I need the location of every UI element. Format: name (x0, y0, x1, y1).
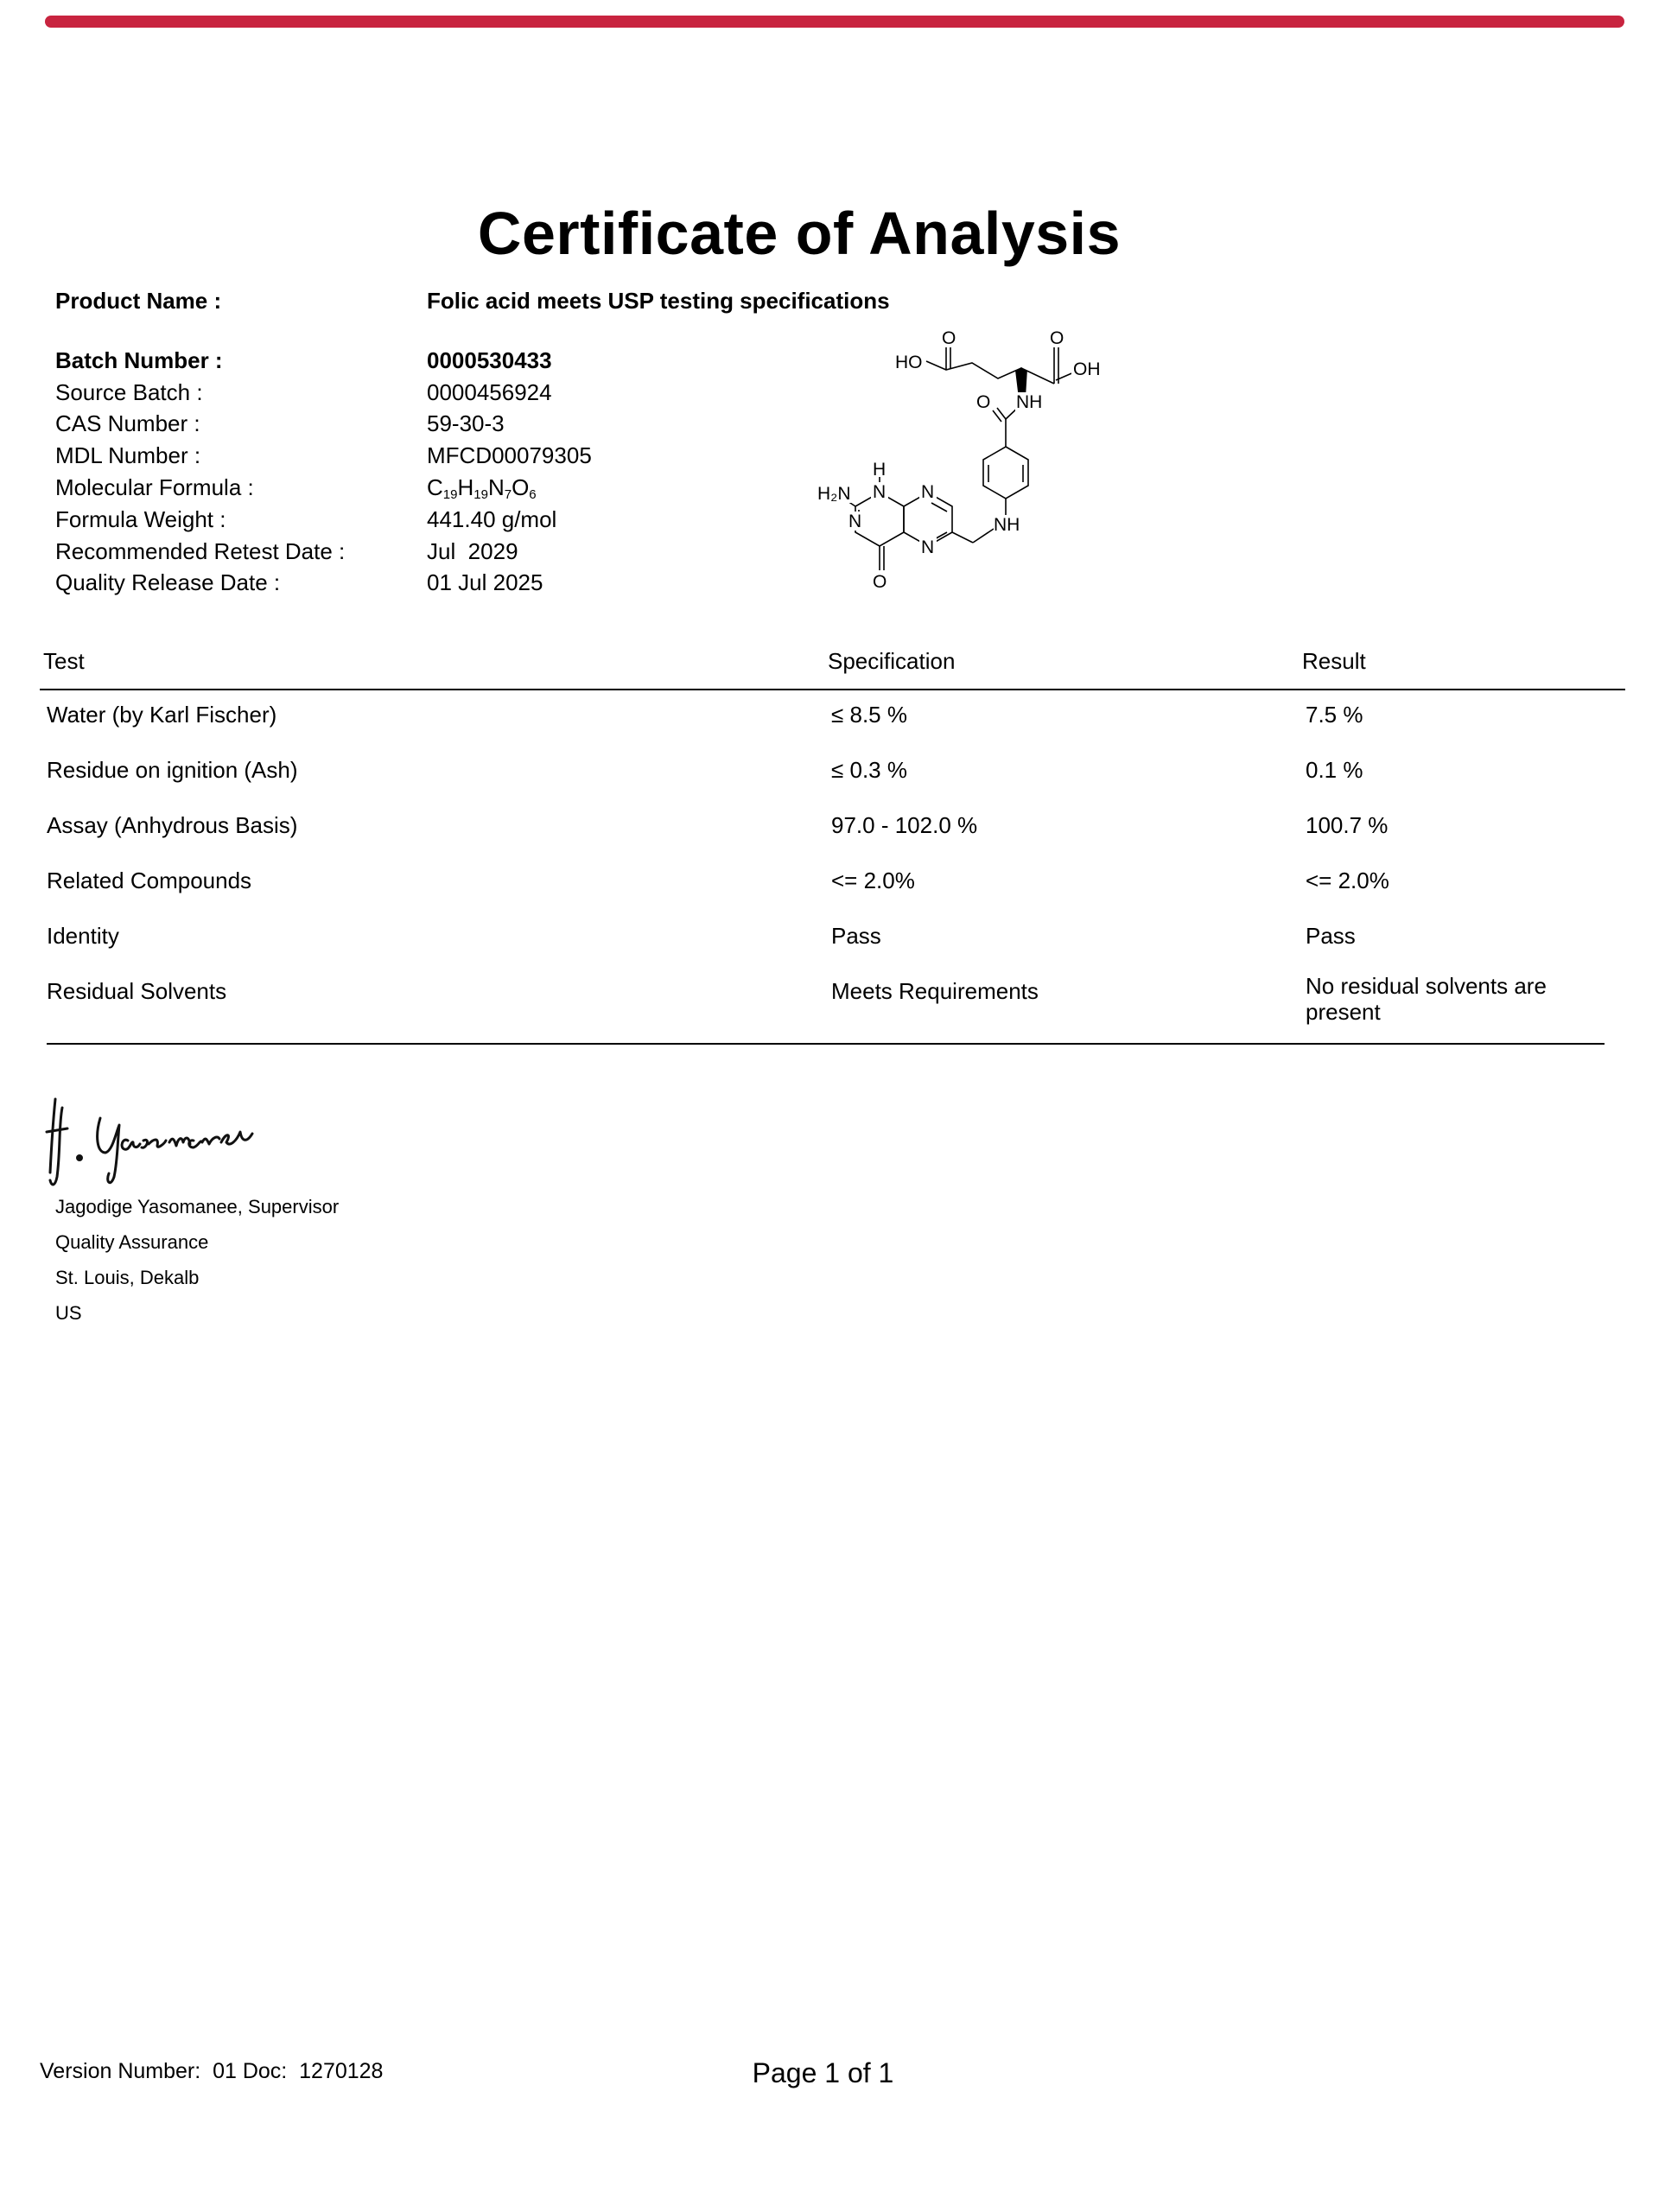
spec-cell: ≤ 8.5 % (831, 702, 907, 728)
result-cell: Pass (1306, 923, 1356, 949)
atom-label: N (848, 512, 862, 531)
column-header-result: Result (1302, 648, 1366, 674)
version-number: Version Number: 01 Doc: 1270128 (40, 2059, 384, 2083)
spec-cell: ≤ 0.3 % (831, 757, 907, 783)
product-name-value: Folic acid meets USP testing specifications (427, 288, 890, 314)
spec-cell: Meets Requirements (831, 978, 1039, 1004)
test-cell: Identity (47, 923, 119, 949)
result-cell: 7.5 % (1306, 702, 1363, 728)
mdl-number-value: MFCD00079305 (427, 442, 592, 469)
result-cell: 100.7 % (1306, 812, 1389, 838)
release-date-value: 01 Jul 2025 (427, 569, 543, 596)
atom-label: OH (1073, 359, 1101, 379)
results-table-header (41, 648, 1624, 691)
formula-weight-value: 441.40 g/mol (427, 505, 557, 532)
spec-cell: 97.0 - 102.0 % (831, 812, 978, 838)
header-accent-bar (45, 16, 1624, 28)
test-cell: Water (by Karl Fischer) (47, 702, 277, 728)
atom-label: H₂N (817, 484, 851, 504)
atom-label: H (873, 460, 887, 480)
table-top-rule (40, 689, 1625, 690)
signatory-country: US (55, 1302, 82, 1324)
field-label: Formula Weight : (55, 505, 226, 532)
signatory-block (55, 1194, 339, 1336)
test-cell: Residue on ignition (Ash) (47, 757, 298, 783)
atom-label: O (942, 328, 956, 348)
field-label: MDL Number : (55, 442, 201, 469)
retest-date-value: Jul 2029 (427, 537, 518, 564)
atom-label: O (976, 392, 991, 412)
signatory-name: Jagodige Yasomanee, Supervisor (55, 1196, 340, 1217)
column-header-test: Test (43, 648, 85, 674)
test-cell: Residual Solvents (47, 978, 227, 1004)
field-label: Recommended Retest Date : (55, 537, 346, 564)
field-label: Source Batch : (55, 378, 203, 405)
signatory-location: St. Louis, Dekalb (55, 1267, 200, 1288)
signatory-department: Quality Assurance (55, 1231, 209, 1253)
result-cell: <= 2.0% (1306, 868, 1389, 893)
atom-label: HO (895, 353, 923, 372)
page-number: Page 1 of 1 (752, 2057, 894, 2088)
result-cell: No residual solvents are present (1306, 973, 1547, 1025)
atom-label: N (921, 537, 935, 557)
cas-number-value: 59-30-3 (427, 410, 505, 437)
spec-cell: <= 2.0% (831, 868, 915, 893)
atom-label: NH (994, 515, 1020, 535)
source-batch-value: 0000456924 (427, 378, 552, 405)
field-label: Molecular Formula : (55, 474, 254, 500)
molecular-structure-diagram (817, 311, 1166, 605)
field-label: Quality Release Date : (55, 569, 281, 596)
atom-label: N (873, 482, 887, 502)
column-header-specification: Specification (828, 648, 956, 674)
field-label: Batch Number : (55, 346, 223, 373)
handwritten-signature (45, 1090, 270, 1190)
spec-cell: Pass (831, 923, 881, 949)
atom-label: O (1050, 328, 1064, 348)
product-name-label: Product Name : (55, 288, 222, 314)
field-label: CAS Number : (55, 410, 200, 437)
batch-number-value: 0000530433 (427, 346, 552, 373)
result-cell: 0.1 % (1306, 757, 1363, 783)
test-cell: Related Compounds (47, 868, 252, 893)
molecular-formula-value: $C_{19}H_{19}N_7O_6$ (427, 474, 537, 502)
atom-label: O (873, 572, 887, 592)
atom-label: N (921, 482, 935, 502)
test-cell: Assay (Anhydrous Basis) (47, 812, 298, 838)
document-title: Certificate of Analysis (477, 200, 1122, 267)
atom-label: NH (1016, 392, 1043, 412)
table-bottom-rule (47, 1043, 1605, 1045)
